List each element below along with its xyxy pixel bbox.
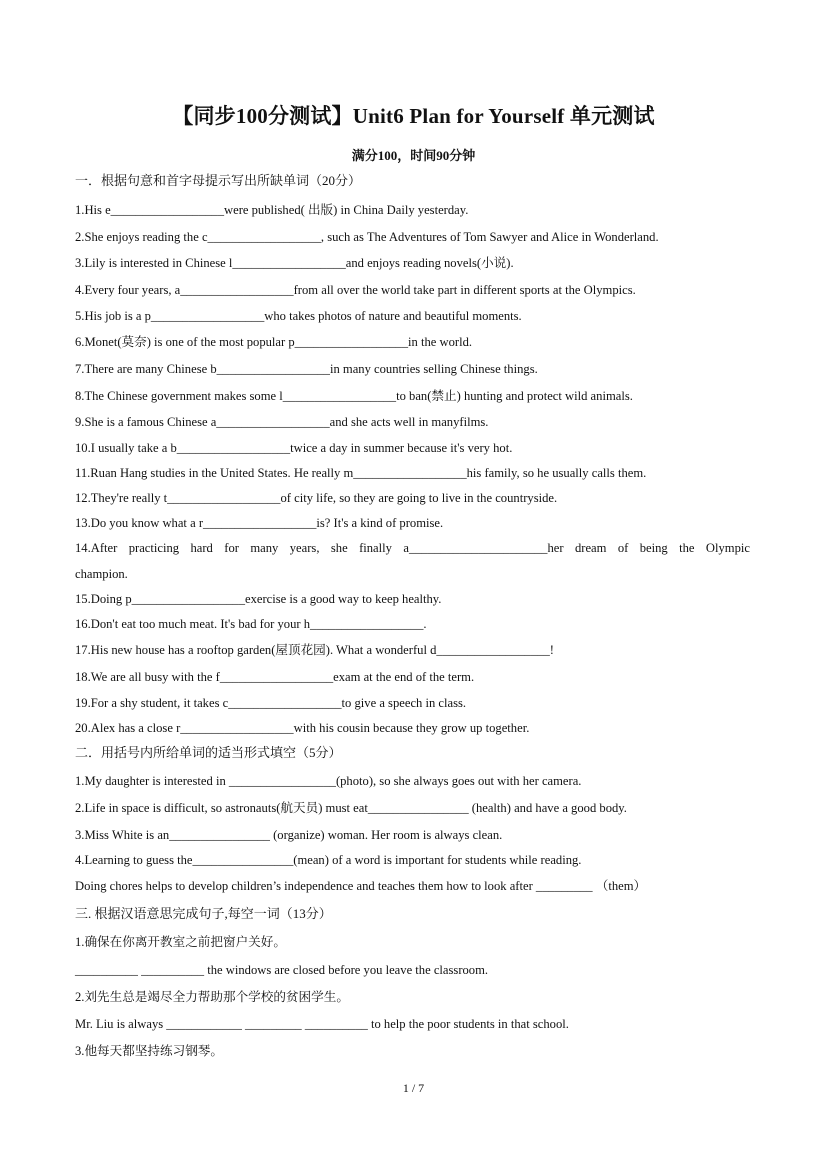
- question-line: 6.Monet(莫奈) is one of the most popular p__________________in the world.: [75, 335, 473, 349]
- question-line: 4.Learning to guess the________________(mean) of a word is important for students while reading.: [75, 853, 582, 867]
- question-line: 7.There are many Chinese b__________________in many countries selling Chinese things.: [75, 362, 538, 376]
- section-3-heading: 三. 根据汉语意思完成句子,每空一词（13分）: [75, 906, 332, 921]
- question-prompt: 2.刘先生总是竭尽全力帮助那个学校的贫困学生。: [75, 990, 349, 1004]
- document-title: 【同步100分测试】Unit6 Plan for Yourself 单元测试: [172, 104, 655, 128]
- question-line: 18.We are all busy with the f__________________exam at the end of the term.: [75, 670, 475, 684]
- question-prompt: 3.他每天都坚持练习钢琴。: [75, 1044, 223, 1058]
- question-line: 16.Don't eat too much meat. It's bad for your h__________________.: [75, 617, 427, 631]
- page-number: 1 / 7: [402, 1081, 425, 1095]
- question-line: Doing chores helps to develop children’s independence and teaches them how to look after _________ （them）: [75, 879, 647, 893]
- question-line: 1.His e__________________were published( 出版) in China Daily yesterday.: [75, 203, 469, 217]
- question-line: 8.The Chinese government makes some l__________________to ban(禁止) hunting and protect wild animals.: [75, 389, 633, 403]
- question-line: Mr. Liu is always ____________ _________ __________ to help the poor students in that school.: [75, 1017, 569, 1031]
- question-line: 3.Lily is interested in Chinese l__________________and enjoys reading novels(小说).: [75, 256, 514, 270]
- question-line: 9.She is a famous Chinese a__________________and she acts well in manyfilms.: [75, 415, 489, 429]
- question-prompt: 1.确保在你离开教室之前把窗户关好。: [75, 935, 286, 949]
- question-line-continuation: champion.: [75, 567, 128, 581]
- question-line: 1.My daughter is interested in _________________(photo), so she always goes out with her camera.: [75, 774, 582, 788]
- question-line: 2.Life in space is difficult, so astronauts(航天员) must eat________________ (health) and have a good body.: [75, 801, 627, 815]
- document-subtitle: 满分100，时间90分钟: [351, 148, 476, 163]
- question-line: 19.For a shy student, it takes c__________________to give a speech in class.: [75, 696, 467, 710]
- question-line: 11.Ruan Hang studies in the United States. He really m__________________his family, so he usually calls them.: [75, 466, 647, 480]
- question-line: 17.His new house has a rooftop garden(屋顶花园). What a wonderful d__________________!: [75, 643, 554, 657]
- question-line: 2.She enjoys reading the c__________________, such as The Adventures of Tom Sawyer and Alice in Wonderland.: [75, 230, 659, 244]
- question-line: 20.Alex has a close r__________________with his cousin because they grow up together.: [75, 721, 530, 735]
- question-line: 3.Miss White is an________________ (organize) woman. Her room is always clean.: [75, 828, 503, 842]
- question-line: 13.Do you know what a r__________________is? It's a kind of promise.: [75, 516, 444, 530]
- question-line: 15.Doing p__________________exercise is a good way to keep healthy.: [75, 592, 442, 606]
- section-1-heading: 一．根据句意和首字母提示写出所缺单词（20分）: [75, 173, 362, 188]
- question-line: 4.Every four years, a__________________from all over the world take part in different sports at the Olympics.: [75, 283, 636, 297]
- section-2-heading: 二．用括号内所给单词的适当形式填空（5分）: [75, 745, 342, 760]
- question-line: 14.After practicing hard for many years, she finally a______________________her dream of being the Olympic: [75, 541, 750, 555]
- question-line: 10.I usually take a b__________________twice a day in summer because it's very hot.: [75, 441, 513, 455]
- question-line: 5.His job is a p__________________who takes photos of nature and beautiful moments.: [75, 309, 522, 323]
- question-line: 12.They're really t__________________of city life, so they are going to live in the countryside.: [75, 491, 558, 505]
- question-line: __________ __________ the windows are closed before you leave the classroom.: [75, 963, 489, 977]
